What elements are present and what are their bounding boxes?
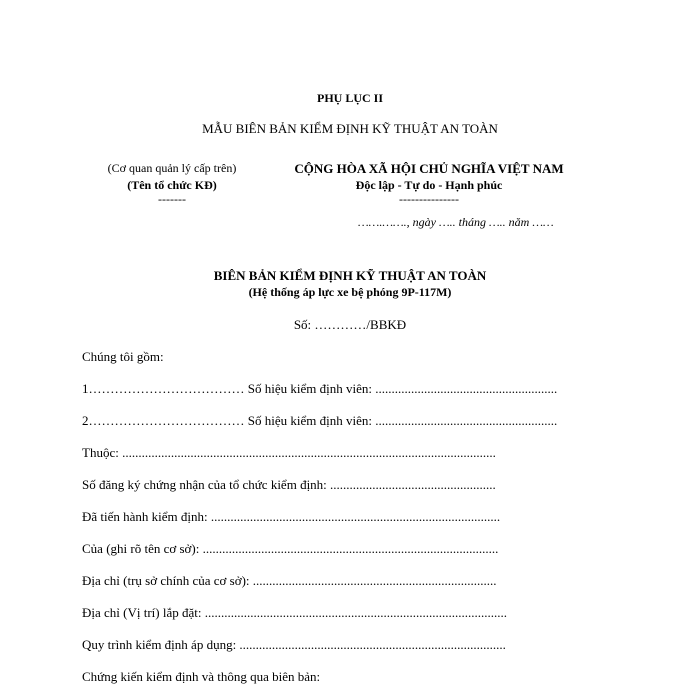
left-header-rule: ------- bbox=[158, 192, 186, 206]
installation-address-field: Địa chỉ (Vị trí) lắp đặt: ............................................................................................. bbox=[82, 605, 507, 620]
country-name: CỘNG HÒA XÃ HỘI CHỦ NGHĨA VIỆT NAM bbox=[294, 161, 564, 176]
appendix-title: PHỤ LỤC II bbox=[316, 91, 383, 105]
affiliation-field: Thuộc: ................................................................................................................... bbox=[82, 445, 496, 460]
parent-agency-label: (Cơ quan quản lý cấp trên) bbox=[107, 161, 237, 175]
facility-name-field: Của (ghi rõ tên cơ sở): ........................................................................................... bbox=[82, 541, 499, 556]
members-intro: Chúng tôi gồm: bbox=[82, 349, 164, 364]
head-office-address-field: Địa chỉ (trụ sở chính của cơ sở): ........................................................................... bbox=[82, 573, 497, 588]
inspector-line-1: 1……………………………… Số hiệu kiểm định viên: ........................................................ bbox=[82, 381, 558, 396]
document-title: BIÊN BẢN KIỂM ĐỊNH KỸ THUẬT AN TOÀN bbox=[213, 268, 487, 283]
form-title: MẪU BIÊN BẢN KIỂM ĐỊNH KỸ THUẬT AN TOÀN bbox=[202, 121, 498, 136]
organization-name-label: (Tên tổ chức KĐ) bbox=[127, 178, 217, 192]
registration-number-field: Số đăng ký chứng nhận của tổ chức kiểm định: ................................................... bbox=[82, 477, 496, 492]
document-subtitle: (Hệ thống áp lực xe bệ phóng 9P-117M) bbox=[248, 285, 452, 299]
inspector-line-2: 2……………………………… Số hiệu kiểm định viên: ........................................................ bbox=[82, 413, 558, 428]
record-number: Số: …………/BBKĐ bbox=[293, 317, 407, 332]
date-line: …….……., ngày ….. tháng ….. năm …… bbox=[358, 215, 554, 229]
inspected-item-field: Đã tiến hành kiểm định: ......................................................................................... bbox=[82, 509, 501, 524]
procedure-field: Quy trình kiểm định áp dụng: .................................................................................. bbox=[82, 637, 506, 652]
right-header-rule: --------------- bbox=[399, 192, 459, 206]
national-motto: Độc lập - Tự do - Hạnh phúc bbox=[355, 178, 503, 192]
witness-heading: Chứng kiến kiểm định và thông qua biên bản: bbox=[82, 669, 321, 684]
